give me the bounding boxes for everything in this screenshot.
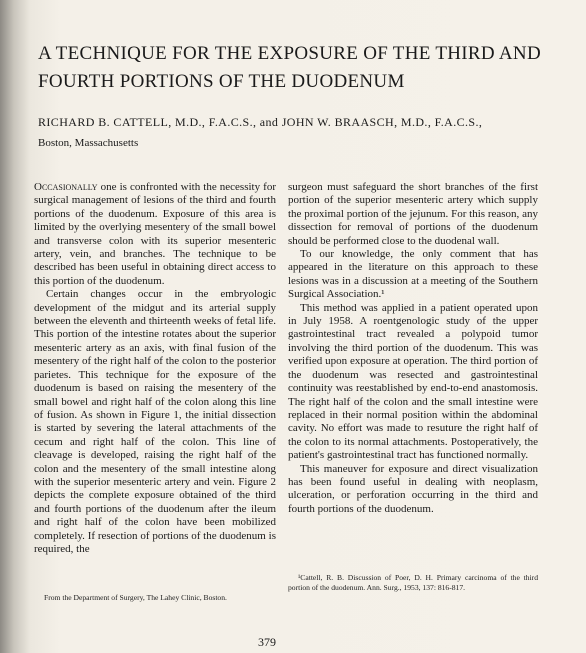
left-paragraph-1-text: one is confronted with the necessity for surgical management of lesions of the third and fourth portions of the duodenum. Exposure of this area is limited by the overlying mesentery of the small bowel and transverse colon with its superior mesenteric artery, vein, and branches. The technique to be described has been useful in obtaining direct access to this portion of the duodenum. [34,181,276,287]
article-title: A TECHNIQUE FOR THE EXPOSURE OF THE THIRD AND FOURTH PORTIONS OF THE DUODENUM [38,43,541,92]
article-authors: RICHARD B. CATTELL, M.D., F.A.C.S., and JOHN W. BRAASCH, M.D., F.A.C.S., [38,115,483,129]
right-paragraph-2: To our knowledge, the only comment that has appeared in the literature on this approach to these lesions was in a discussion at a meeting of the Southern Surgical Association.¹ [288,248,538,301]
lead-word: Occasionally [34,181,98,193]
left-paragraph-2: Certain changes occur in the embryologic development of the midgut and its arterial supply between the eleventh and thirteenth weeks of fetal life. This portion of the intestine rotates about the superior mesenteric artery as an axis, with final fusion of the mesentery of the right half of the colon to the posterior parietes. This technique for the exposure of the duodenum is based on raising the mesentery of the small bowel and right half of the colon along this line of fusion. As shown in Figure 1, the initial dissection is started by severing the lateral attachments of the cecum and right half of the colon. This line of cleavage is developed, raising the right half of the colon and the mesentery of the small intestine along with the superior mesenteric artery and vein. Figure 2 depicts the complete exposure obtained of the third and fourth portions of the duodenum after the ileum and right half of the colon have been mobilized completely. If resection of portions of the duodenum is required, the [34,288,276,555]
reference-footnote: ¹Cattell, R. B. Discussion of Poer, D. H. Primary carcinoma of the third portion of the duodenum. Ann. Surg., 1953, 137: 816-817. [288,573,538,592]
right-paragraph-1: surgeon must safeguard the short branches of the first portion of the superior mesenteric artery which supply the proximal portion of the jejunum. For this reason, any dissection for removal of portions of the duodenum should be performed close to the duodenal wall. [288,181,538,247]
right-paragraph-3: This method was applied in a patient operated upon in July 1958. A roentgenologic study of the upper gastrointestinal tract revealed a polypoid tumor involving the third portion of the duodenum. This was verified upon exposure at operation. The third portion of the duodenum was resected and gastrointestinal continuity was reestablished by end-to-end anastomosis. The right half of the colon and the small intestine were replaced in their normal position within the abdominal cavity. No effort was made to resuture the right half of the colon to its normal attachments. Postoperatively, the patient's gastrointestinal tract has functioned normally. [288,301,538,462]
right-column [288,181,538,516]
left-column [34,181,276,556]
author-location: Boston, Massachusetts [38,137,139,149]
page-number: 379 [258,635,276,649]
left-paragraph-1 [34,181,276,288]
affiliation-footnote: From the Department of Surgery, The Lahey Clinic, Boston. [44,593,227,602]
right-paragraph-4: This maneuver for exposure and direct visualization has been found useful in dealing with neoplasm, ulceration, or perforation occurring in the third and fourth portions of the duodenum. [288,462,538,515]
